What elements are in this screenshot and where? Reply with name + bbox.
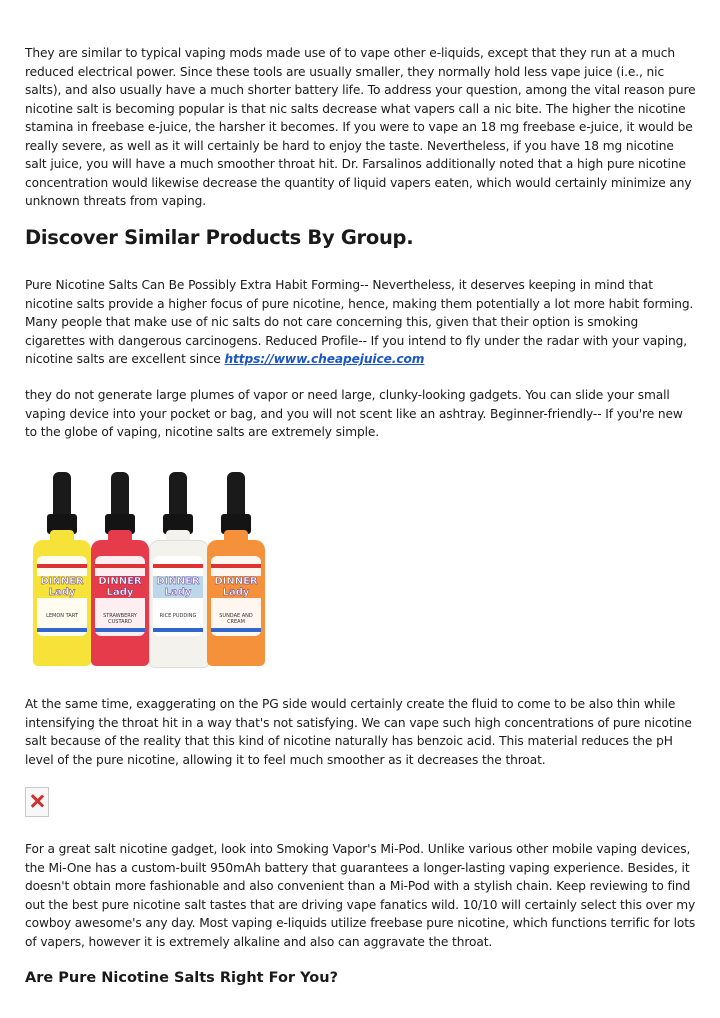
bottle-brand: DINNER Lady xyxy=(95,576,145,598)
paragraph-pg-side: At the same time, exaggerating on the PG side would certainly create the fluid to come to be also thin while intensifying the throat hit in a way that's not satisfying. We can vape such high concentrations of pure nicotine salt because of the reality that this kind of nicotine naturally has benzoic acid. This material reduces the pH level of the pure nicotine, allowing it to feel much smoother as it decreases the throat. xyxy=(25,697,692,767)
bottle-brand: DINNER Lady xyxy=(153,576,203,598)
bottle-orange xyxy=(207,468,265,668)
paragraph-habit-forming xyxy=(25,276,697,369)
bottle-yellow xyxy=(33,468,91,668)
bottle-brand: DINNER Lady xyxy=(211,576,261,598)
bottle-brand: DINNER Lady xyxy=(37,576,87,598)
paragraph-intro: They are similar to typical vaping mods made use of to vape other e-liquids, except that they run at a much reduced electrical power. Since these tools are usually smaller, they normally hold less vape juice (i.e., nic salts), and also usually have a much shorter battery life. To address your question, among the vital reason pure nicotine salt is becoming popular is that nic salts decrease what vapers call a nic bite. The higher the nicotine stamina in freebase e-juice, the harsher it becomes. If you were to vape an 18 mg freebase e-juice, it would be really severe, as well as it will certainly be hard to enjoy the taste. Nevertheless, if you have 18 mg nicotine salt juice, you will have a much smoother throat hit. Dr. Farsalinos additionally noted that a high pure nicotine concentration would likewise decrease the quantity of liquid vapers eaten, which would certainly minimize any unknown threats from vaping. xyxy=(25,46,696,208)
bottle-flavor: STRAWBERRY CUSTARD xyxy=(103,613,137,625)
paragraph-beginner: they do not generate large plumes of vapor or need large, clunky-looking gadgets. You can slide your small vaping device into your pocket or bag, and you will not scent like an ashtray. Beginner-friendly-- If you're new to the globe of vaping, nicotine salts are extremely simple. xyxy=(25,388,683,439)
paragraph-mi-pod: For a great salt nicotine gadget, look into Smoking Vapor's Mi-Pod. Unlike various other mobile vaping devices, the Mi-One has a custom-built 950mAh battery that guarantees a longer-lasting vaping experience. Besides, it doesn't obtain more fashionable and also convenient than a Mi-Pod with a stylish chain. Keep reviewing to find out the best pure nicotine salt tastes that are driving vape fanatics wild. 10/10 will certainly select this over my cowboy awesome's any day. Most vaping e-liquids utilize freebase pure nicotine, which functions terrific for lots of vapers, however it is extremely alkaline and also can aggravate the throat. xyxy=(25,842,696,949)
paragraph-habit-forming-text: Pure Nicotine Salts Can Be Possibly Extra Habit Forming-- Nevertheless, it deserves keeping in mind that nicotine salts provide a higher focus of pure nicotine, hence, making them potentially a lot more habit forming. Many people that make use of nic salts do not care concerning this, given that their option is smoking cigarettes with dangerous carcinogens. Reduced Profile-- If you intend to fly under the radar with your vaping, nicotine salts are excellent since xyxy=(25,278,694,366)
bottle-red xyxy=(91,468,149,668)
product-image xyxy=(25,468,275,668)
broken-image-icon xyxy=(25,787,49,817)
bottle-flavor: LEMON TART xyxy=(46,613,78,619)
bottle-flavor: SUNDAE AND CREAM xyxy=(219,613,253,625)
bottle-flavor: RICE PUDDING xyxy=(159,613,197,619)
cheapejuice-link[interactable]: https://www.cheapejuice.com xyxy=(224,352,425,366)
heading-right-for-you: Are Pure Nicotine Salts Right For You? xyxy=(25,970,338,986)
bottle-white xyxy=(149,468,207,668)
heading-discover: Discover Similar Products By Group. xyxy=(25,226,414,249)
